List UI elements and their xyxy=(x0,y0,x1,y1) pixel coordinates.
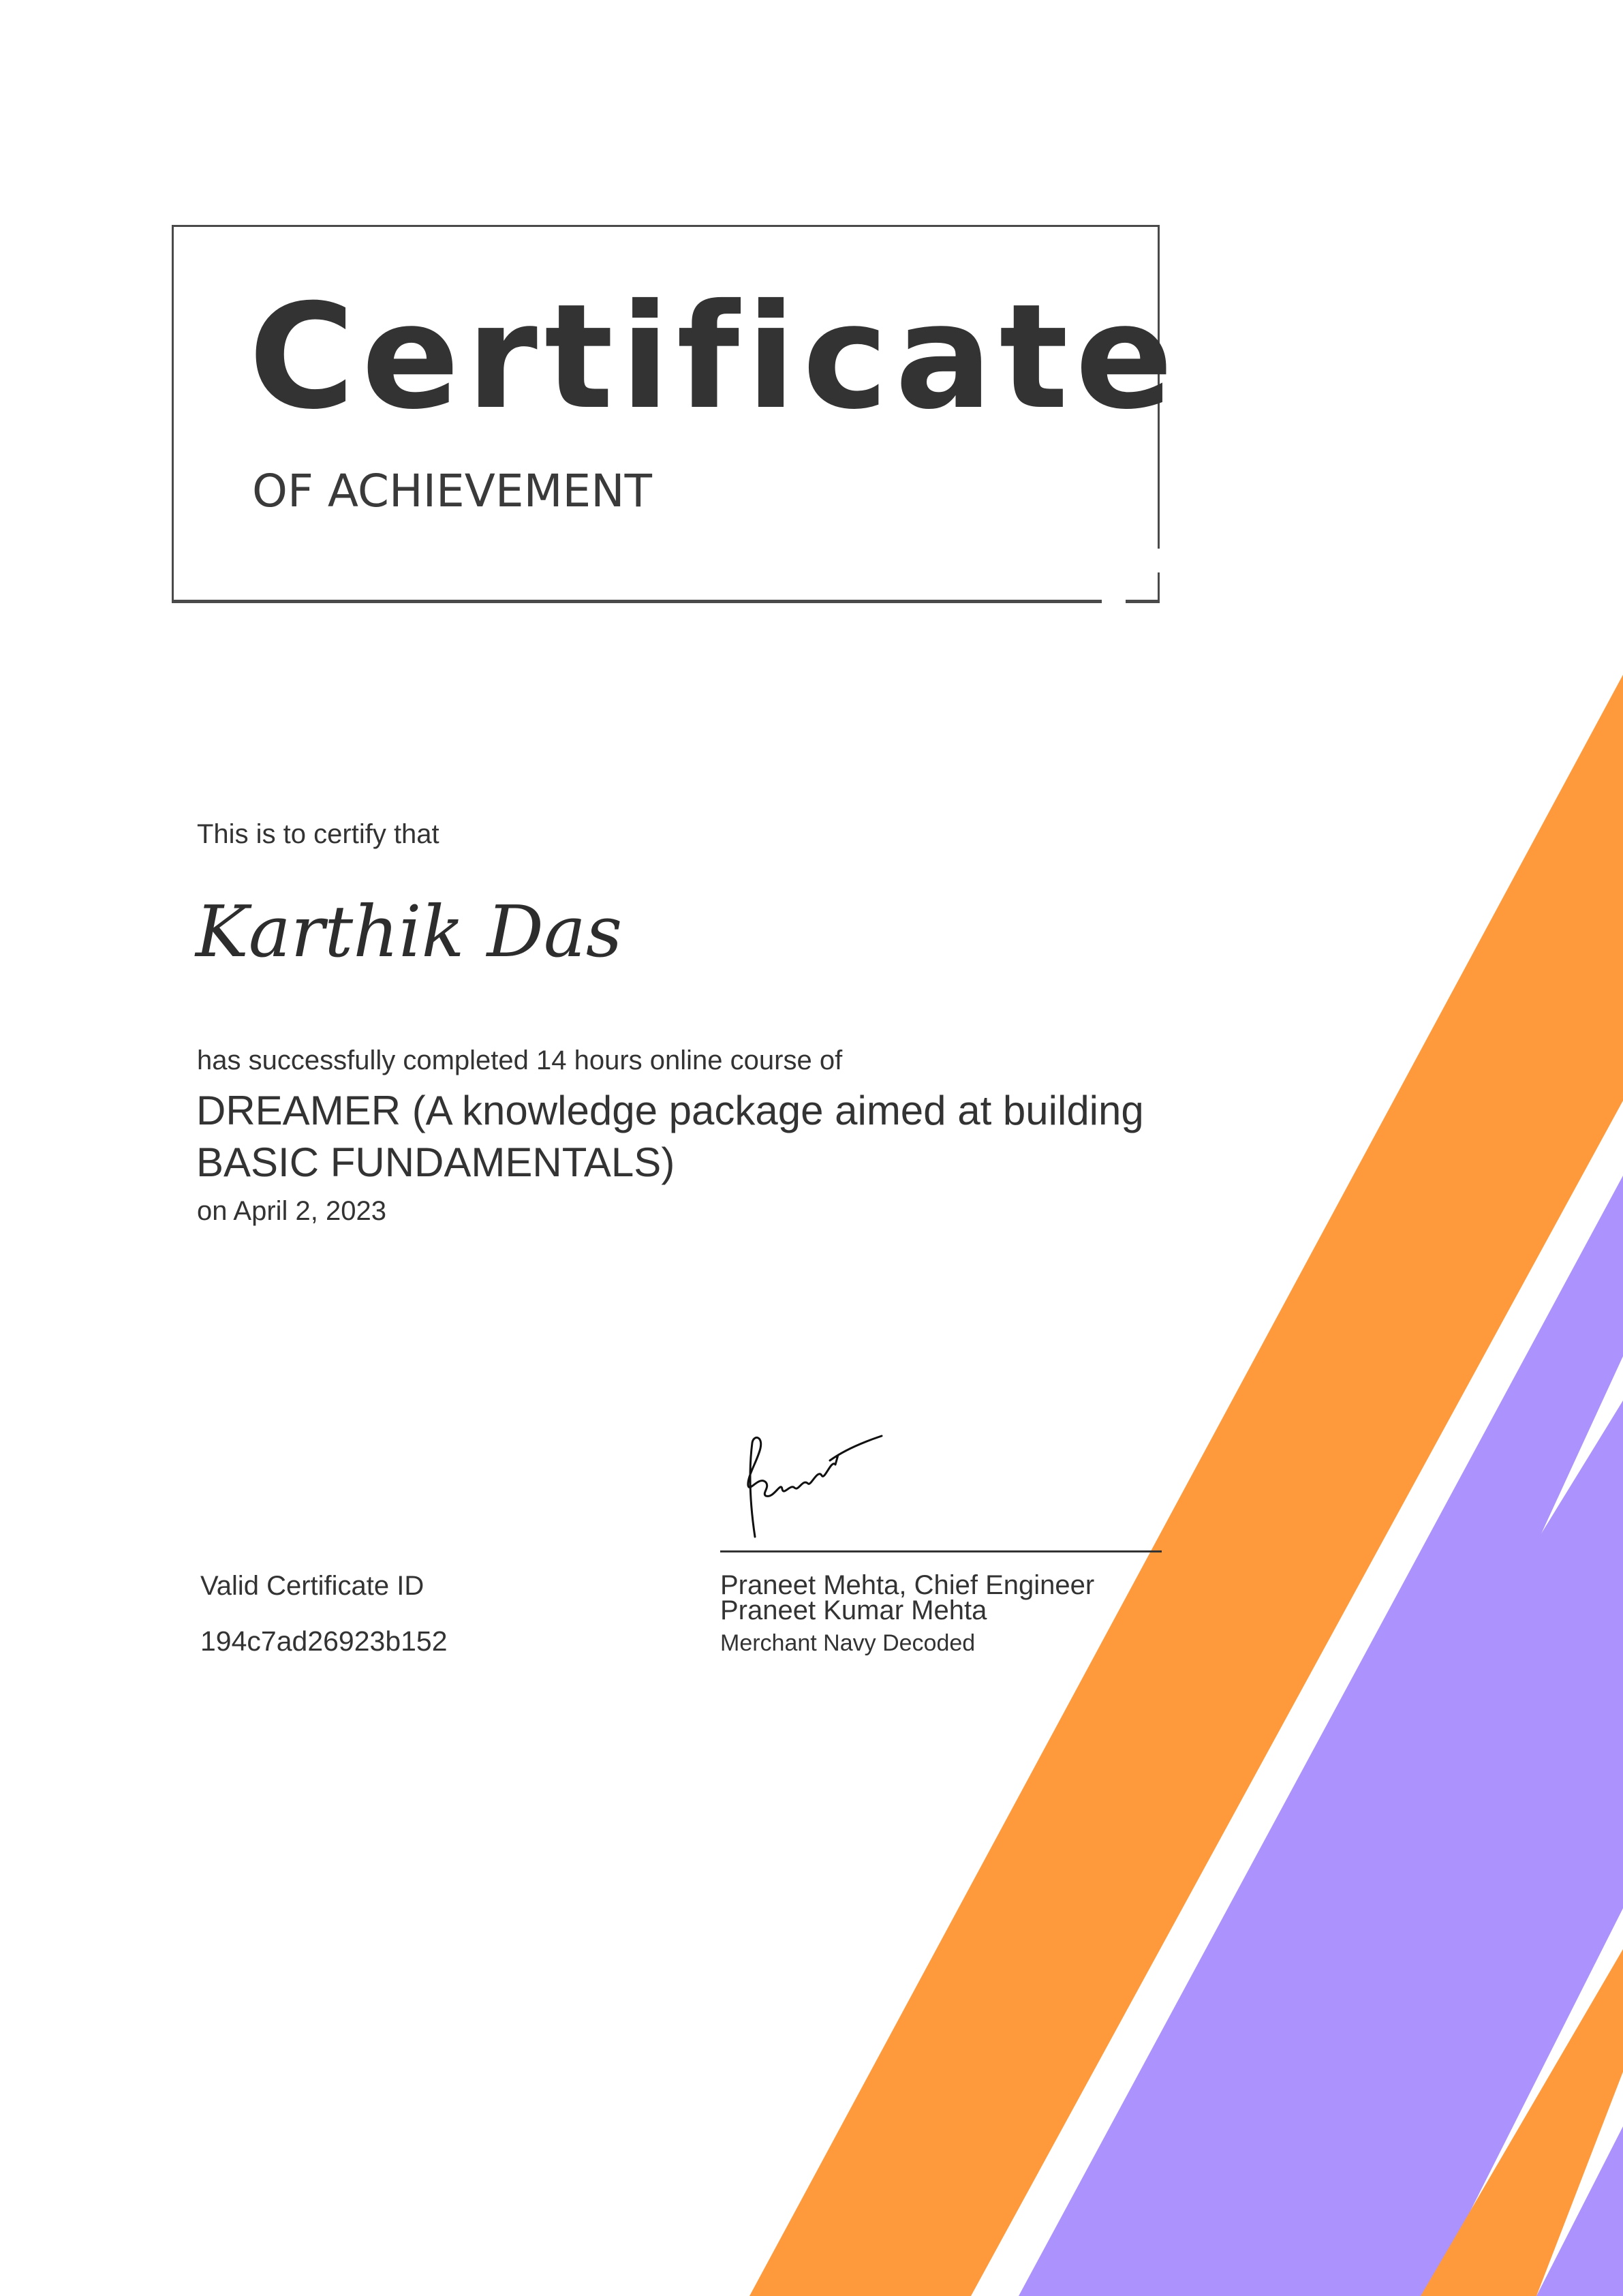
signer-organization: Merchant Navy Decoded xyxy=(720,1630,976,1656)
signature-image xyxy=(736,1428,886,1544)
certificate-subtitle: OF ACHIEVEMENT xyxy=(252,465,652,517)
certify-intro-text: This is to certify that xyxy=(197,819,439,849)
certificate-id-label: Valid Certificate ID xyxy=(200,1571,424,1601)
signature-line xyxy=(720,1550,1162,1552)
course-name: DREAMER (A knowledge package aimed at building BASIC FUNDAMENTALS) xyxy=(196,1088,1144,1185)
certificate-title: Certificate xyxy=(249,273,1180,441)
signer-title: Praneet Mehta, Chief Engineer xyxy=(720,1570,1095,1600)
completion-text: has successfully completed 14 hours online course of xyxy=(197,1045,843,1075)
issue-date: on April 2, 2023 xyxy=(197,1196,386,1226)
signer-full-name: Praneet Kumar Mehta xyxy=(720,1595,987,1625)
recipient-name: Karthik Das xyxy=(196,890,623,973)
certificate-id-value: 194c7ad26923b152 xyxy=(200,1625,448,1657)
